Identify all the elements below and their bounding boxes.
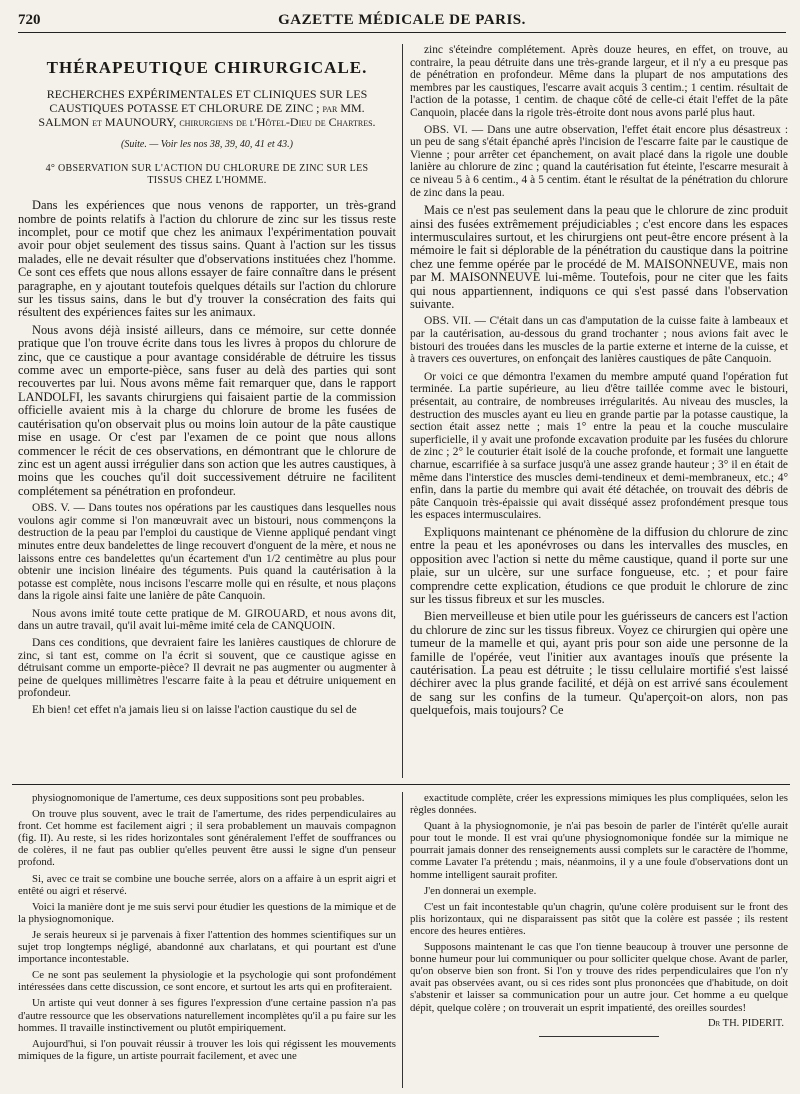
- top-article-section: [18, 44, 788, 778]
- paragraph: Expliquons maintenant ce phénomène de la diffusion du chlorure de zinc entre la peau et les aponévroses ou dans les intervalles des muscles, en opposition avec l'action si nette du même caustique, quand il porte sur une plaie, sur un ulcère, sur une surface fongueuse, etc. ; et pour faire comprendre cette explication, étudions ce que produit le chlorure de zinc sur les tissus fibreux et sur les muscles.: [410, 524, 788, 606]
- paragraph: On trouve plus souvent, avec le trait de l'amertume, des rides perpendiculaires au front. Cet homme est facilement aigri ; il sera probablement un mauvais compagnon (fig. II). Au reste, si les rides horizontales sont généralement l'effet de souffrances ou de colères, il ne faut pas oublier qu'elles peuvent être aussi le signe d'un penseur profond.: [18, 808, 396, 869]
- article-title: RECHERCHES EXPÉRIMENTALES ET CLINIQUES SUR LES CAUSTIQUES POTASSE ET CHLORURE DE ZINC ; par MM. SALMON et MAUNOURY, chirurgiens de l'Hôtel-Dieu de Chartres.: [38, 86, 376, 129]
- paragraph: physiognomonique de l'amertume, ces deux suppositions sont peu probables.: [32, 792, 365, 804]
- paragraph: Si, avec ce trait se combine une bouche serrée, alors on a affaire à un esprit aigri et entêté ou aigri et réservé.: [18, 872, 396, 897]
- paragraph: zinc s'éteindre complétement. Après douze heures, en effet, on trouve, au contraire, la peau détruite dans une très-grande largeur, et il n'y a eu presque pas de pénétration en profondeur. Même dans la plupart de nos amputations des membres par les caustiques, l'escarre avait acquis 3 centim.; 1 centim. résultait de l'action de la potasse, 1 centim. de chaque côté de celle-ci était l'effet de la pâte Canquoin, placée dans la rigole très-étroite dont nous avons parlé plus haut.: [410, 44, 788, 119]
- paragraph: Mais ce n'est pas seulement dans la peau que le chlorure de zinc produit ainsi des fusées extrêmement préjudiciables ; c'est encore dans les espaces intermusculaires surtout, et les chirurgiens ont peut-être encore présent à la mémoire le fait si déplorable de la pénétration du caustique dans la poitrine chez une femme opérée par le procédé de M. MAISONNEUVE, mais non par M. MAISONNEUVE lui-même. Toutefois, pour ne citer que les faits qui nous appartiennent, indiquons ce qui s'est passé dans l'observation suivante.: [410, 203, 788, 311]
- section-divider: [12, 784, 790, 785]
- paragraph: Nous avons déjà insisté ailleurs, dans ce mémoire, sur cette donnée pratique que l'on trouve écrite dans tous les livres à propos du chlorure de zinc, que ce caustique a pour avantage considérable de détruire les tissus comme avec un emporte-pièce, sans fuser au delà des parties qui sont recouvertes par lui. Nous avons même fait remarquer que, dans le rapport LANDOLFI, les savants chirurgiens qui faisaient partie de la commission officielle avaient mis à la charge du chlorure de brome les fusées de cautérisation qu'on observait plus ou moins loin autour de la pâte caustique mise en usage. Or c'est par l'examen de ce point que nous allons commencer le récit de ces observations, en démontrant que le chlorure de zinc est un agent aussi irrégulier dans son action que les autres caustiques, à moins que les couches qu'il doit successivement détruire ne facilitent complétement sa pénétration en profondeur.: [18, 322, 396, 498]
- paragraph: Supposons maintenant le cas que l'on tienne beaucoup à trouver une personne de bonne humeur pour lui communiquer ou pour solliciter quelque chose. Avant de parler, qu'on observe bien son front. Si l'on y trouve des rides perpendiculaires que l'on n'y avait pas observées avant, ou si ces rides sont plus prononcées que d'habitude, on doit s'abstenir et laisser sa communication pour un autre jour. Cet homme a eu quelque dépit, quelque colère ; on trouverait un esprit impatienté, des oreilles sourdes!: [410, 941, 788, 1014]
- paragraph: C'est un fait incontestable qu'un chagrin, qu'une colère produisent sur le front des plis horizontaux, qui ne disparaissent pas sitôt que la colère est passée ; ils restent encore des heures entières.: [410, 900, 788, 937]
- paragraph: Eh bien! cet effet n'a jamais lieu si on laisse l'action caustique du sel de: [32, 704, 357, 717]
- paragraph: J'en donnerai un exemple.: [424, 884, 537, 897]
- observation-paragraph: OBS. VI. — Dans une autre observation, l'effet était encore plus désastreux : un peu de sang s'était épanché après l'incision de l'escarre faite par le caustique de Vienne ; pour arrêter cet épanchement, on avait placé dans la rigole une double lanière au chlorure de zinc ; quand la cautérisation fut éteinte, l'escarre mesurait à ce niveau 5 à 6 centim., 4 à 5 centim. étant le résultat de la pénétration du chlorure de zinc dans la peau.: [410, 123, 788, 199]
- end-rule: [539, 1036, 659, 1037]
- paragraph: Un artiste qui veut donner à ses figures l'expression d'une certaine passion n'a pas d'autre ressource que les observations naturellement incomplètes qu'il a pu faire sur les hommes. Il travaille instinctivement ou plutôt empiriquement.: [18, 997, 396, 1034]
- bottom-right-column: [410, 792, 788, 1088]
- paragraph: Voici la manière dont je me suis servi pour étudier les questions de la mimique et de la physiognomonique.: [18, 900, 396, 925]
- page-number: 720: [18, 12, 41, 28]
- subhead: 4° OBSERVATION SUR L'ACTION DU CHLORURE DE ZINC SUR LES TISSUS CHEZ L'HOMME.: [45, 163, 369, 187]
- bottom-article-section: [18, 792, 788, 1088]
- paragraph: Je serais heureux si je parvenais à fixer l'attention des hommes scientifiques sur un sujet trop longtemps négligé, abandonné aux charlatans, et qui pourtant est d'une importance incontestable.: [18, 928, 396, 966]
- top-right-column: [410, 44, 788, 778]
- journal-title: GAZETTE MÉDICALE DE PARIS.: [278, 12, 526, 28]
- paragraph: Or voici ce que démontra l'examen du membre amputé quand l'opération fut terminée. La partie supérieure, au lieu d'être taillée comme avec le bistouri, présentait, au contraire, de nombreuses irrégularités. Au niveau des muscles, la destruction des muscles ayant eu lieu en grande partie par la potasse caustique, la section était assez nette ; mais 1° entre la peau et la couche musculaire superficielle, il y avait une profonde excavation produite par les fusées du chlorure de zinc ; 2° le couturier était isolé de la couche profonde, et formait une languette charnue, escarrifiée à sa surface jusqu'à une assez grande hauteur ; 3° il en était de même dans l'interstice des muscles demi-tendineux et demi-membraneux, etc.; 4° enfin, dans la partie du membre qui avait été détachée, on trouvait des débris de pâte Canquoin très-épaissie qui avait disséqué assez profondément presque tous les espaces intermusculaires.: [410, 370, 788, 522]
- paragraph: Aujourd'hui, si l'on pouvait réussir à trouver les lois qui régissent les mouvements mimiques de la figure, un artiste pourrait facilement, et avec une: [18, 1037, 396, 1062]
- continuation-note: (Suite. — Voir les nos 38, 39, 40, 41 et 43.): [121, 138, 293, 150]
- bottom-left-column: [18, 792, 396, 1088]
- paragraph: Dans les expériences que nous venons de rapporter, un très-grand nombre de points relatifs à l'action du chlorure de zinc sur les tissus reste incomplet, pour ce motif que chez les animaux l'expérimentation pouvait avoir pour objet seulement des tissus sains. Quant à l'action sur les tissus malades, elle ne devait résulter que d'observations instituées chez l'homme. Ce sont ces effets que nous allons essayer de faire connaître dans le présent paragraphe, en y ajoutant toutefois quelques détails sur l'action du chlorure sur les tissus sains, dans le but d'y trouver la consécration des faits qui résultent des expériences faites sur les animaux.: [18, 198, 396, 320]
- paragraph: Ce ne sont pas seulement la physiologie et la psychologie qui sont profondément intéressées dans cette discussion, ce sont encore, et surtout les arts qui en profiteraient.: [18, 969, 396, 994]
- paragraph: Bien merveilleuse et bien utile pour les guérisseurs de cancers est l'action du chlorure de zinc sur les tissus fibreux. Voyez ce chirurgien qui opère une tumeur de la mamelle et qui, ayant pris pour son aide une personne de la famille de l'opérée, veut l'initier aux avantages inouïs que présente la cautérisation. La peau est détruite ; le tissu cellulaire mortifié s'est laissé déchirer avec la plus grande facilité, et déjà on est arrivé sans écoulement de sang sur les confins de la tumeur. Qu'aperçoit-on alors, non pas quelquefois, mais toujours? Ce: [410, 609, 788, 718]
- section-title: THÉRAPEUTIQUE CHIRURGICALE.: [46, 58, 368, 77]
- author-signature: Dr TH. PIDERIT.: [707, 1017, 784, 1029]
- observation-paragraph: OBS. V. — Dans toutes nos opérations par les caustiques dans lesquelles nous voulons agir comme si l'on manœuvrait avec un bistouri, nous commençons la destruction de la peau par l'emploi du caustique de Vienne appliqué pendant vingt minutes entre deux bandelettes de linge recouvert d'onguent de la mère, et nous ne laissons entre ces bandelettes qu'un écartement d'un 1/2 centimètre au plus pour obtenir une incision linéaire des téguments. Puis quand la cautérisation à la potasse est complète, nous incisons l'escarre molle qui en résulte, et nous plaçons dans la rigole ainsi faite une lanière de pâte Canquoin.: [18, 502, 396, 603]
- top-left-column: [18, 44, 396, 778]
- running-head: [18, 10, 786, 33]
- observation-paragraph: OBS. VII. — C'était dans un cas d'amputation de la cuisse faite à lambeaux et par la cautérisation, au-dessous du grand trochanter ; nous avions fait avec le bistouri des trouées dans les muscles de la partie externe et interne de la cuisse, et à travers ces ouvertures, on enfonçait des lanières caustiques de pâte Canquoin.: [410, 315, 788, 366]
- paragraph: exactitude complète, créer les expressions mimiques les plus compliquées, selon les règles données.: [410, 792, 788, 817]
- paragraph: Quant à la physiognomonie, je n'ai pas besoin de parler de l'intérêt qu'elle aurait pour tout le monde. Il est vrai qu'une physiognomonique fondée sur la mimique ne pourrait jamais donner des renseignements aussi complets sur le caractère de l'homme, comme Lavater l'a prétendu ; mais, néanmoins, il y a une foule d'observations dont un homme intelligent saurait profiter.: [410, 820, 788, 881]
- paragraph: Dans ces conditions, que devraient faire les lanières caustiques de chlorure de zinc, si tant est, comme on l'a écrit si souvent, que ce caustique agisse en détruisant comme un emporte-pièce? Il devrait ne pas augmenter ou augmenter à peine de quelques millimètres l'escarre faite à la peau et détruire uniquement en profondeur.: [18, 637, 396, 700]
- paragraph: Nous avons imité toute cette pratique de M. GIROUARD, et nous avons dit, dans un autre travail, qu'il avait lui-même imité cela de CANQUOIN.: [18, 607, 396, 633]
